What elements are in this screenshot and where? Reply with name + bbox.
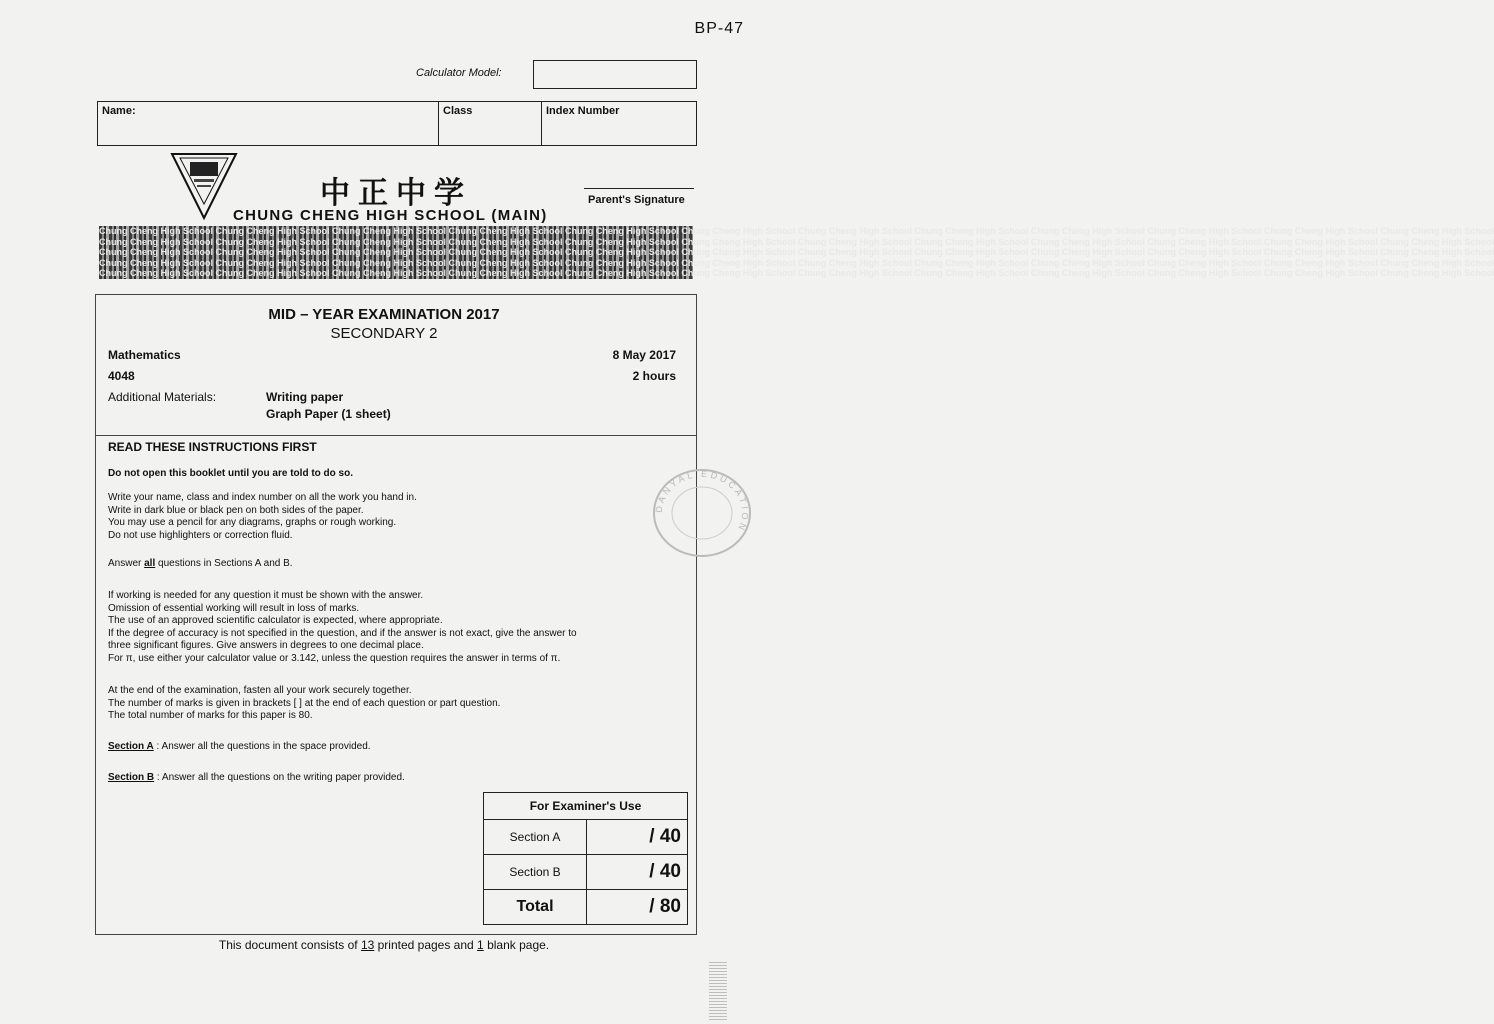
calculator-model-field[interactable] [533, 60, 697, 89]
section-b-instruction [108, 772, 698, 785]
parent-signature-line[interactable] [584, 188, 694, 189]
instruction-line: For π, use either your calculator value or 3.142, unless the question requires the answer in terms of π. [108, 652, 561, 664]
section-a-label: Section A [108, 741, 154, 752]
footer-text: This document consists of [218, 938, 361, 952]
school-name-watermark-band [99, 226, 1494, 279]
table-row [484, 890, 688, 925]
exam-level: SECONDARY 2 [330, 325, 438, 342]
school-crest-logo [170, 152, 238, 222]
publisher-stamp [650, 466, 754, 560]
subject-code: 4048 [108, 369, 135, 383]
name-field[interactable] [98, 102, 439, 145]
instruction-line: Do not use highlighters or correction fluid. [108, 529, 293, 541]
table-row [484, 855, 688, 890]
exam-title: MID – YEAR EXAMINATION 2017 [268, 306, 500, 323]
instruction-line: If the degree of accuracy is not specified in the question, and if the answer is not exact, give the answer to [108, 627, 577, 639]
band-row: Chung Cheng High School Chung Cheng High School Chung Cheng High School Chung Cheng High School Chung Cheng High School Chung Cheng High School Chung Cheng High School Chung Cheng High School Chung Cheng High School Chung Cheng High School Chung Cheng High School Chung Cheng High School [99, 236, 1494, 247]
instruction-line: The number of marks is given in brackets [ ] at the end of each question or part question. [108, 697, 501, 709]
svg-text:DANYAL EDUCATION [654, 469, 751, 534]
instructions-paragraph-1 [108, 492, 698, 542]
section-a-text: : Answer all the questions in the space provided. [153, 741, 371, 752]
name-label: Name: [102, 105, 136, 117]
examiners-use-table [483, 792, 688, 925]
class-field[interactable] [439, 102, 542, 145]
instructions-heading: READ THESE INSTRUCTIONS FIRST [108, 440, 317, 454]
student-info-table [97, 101, 697, 146]
instruction-line: three significant figures. Give answers in degrees to one decimal place. [108, 640, 424, 651]
scan-edge-artifact [709, 962, 727, 1022]
section-b-text: : Answer all the questions on the writing paper provided. [154, 772, 405, 783]
examiners-use-heading: For Examiner's Use [484, 793, 688, 820]
section-a-mark-cell[interactable]: / 40 [587, 820, 688, 855]
school-name-chinese: 中正中学 [320, 176, 472, 211]
additional-materials-label: Additional Materials: [108, 390, 217, 404]
exam-date: 8 May 2017 [612, 348, 676, 362]
answer-all-post: questions in Sections A and B. [155, 558, 293, 569]
answer-all-line [108, 558, 698, 571]
band-row: Chung Cheng High School Chung Cheng High School Chung Cheng High School Chung Cheng High School Chung Cheng High School Chung Cheng High School Chung Cheng High School Chung Cheng High School Chung Cheng High School Chung Cheng High School Chung Cheng High School Chung Cheng High School [99, 268, 1494, 279]
section-b-mark-cell[interactable]: / 40 [587, 855, 688, 890]
index-number-label: Index Number [546, 105, 620, 117]
instruction-line: Omission of essential working will result in loss of marks. [108, 602, 360, 614]
instruction-line: Write in dark blue or black pen on both sides of the paper. [108, 504, 364, 516]
total-mark-cell[interactable]: / 80 [587, 890, 688, 925]
instruction-line: You may use a pencil for any diagrams, graphs or rough working. [108, 517, 397, 528]
section-b-row-label: Section B [484, 855, 587, 890]
subject: Mathematics [108, 348, 181, 362]
section-a-row-label: Section A [484, 820, 587, 855]
answer-all-emphasis: all [144, 558, 156, 569]
school-name-english: CHUNG CHENG HIGH SCHOOL (MAIN) [233, 207, 548, 224]
instruction-line: Write your name, class and index number on all the work you hand in. [108, 492, 417, 503]
instruction-line: If working is needed for any question it must be shown with the answer. [108, 590, 424, 601]
table-row [484, 820, 688, 855]
band-row: Chung Cheng High School Chung Cheng High School Chung Cheng High School Chung Cheng High School Chung Cheng High School Chung Cheng High School Chung Cheng High School Chung Cheng High School Chung Cheng High School Chung Cheng High School Chung Cheng High School Chung Cheng High School [99, 257, 1494, 268]
footer-text: printed pages and [374, 938, 478, 952]
page-count-footer [0, 938, 768, 952]
printed-pages-count: 13 [360, 938, 375, 952]
band-row: Chung Cheng High School Chung Cheng High School Chung Cheng High School Chung Cheng High School Chung Cheng High School Chung Cheng High School Chung Cheng High School Chung Cheng High School Chung Cheng High School Chung Cheng High School Chung Cheng High School Chung Cheng High School [99, 247, 1494, 258]
do-not-open-notice: Do not open this booklet until you are told to do so. [108, 468, 353, 479]
index-number-field[interactable] [542, 102, 696, 145]
total-row-label: Total [484, 890, 587, 925]
calculator-model-label: Calculator Model: [416, 67, 502, 79]
section-divider [96, 435, 696, 436]
section-a-instruction [108, 741, 698, 754]
additional-material-item: Writing paper [266, 390, 344, 404]
stamp-text: DANYAL EDUCATION [653, 468, 751, 535]
exam-duration: 2 hours [632, 369, 676, 383]
section-b-label: Section B [108, 772, 155, 783]
instruction-line: The use of an approved scientific calculator is expected, where appropriate. [108, 615, 443, 626]
parent-signature-label: Parent's Signature [588, 194, 685, 206]
class-label: Class [443, 105, 473, 117]
band-row: Chung Cheng High School Chung Cheng High School Chung Cheng High School Chung Cheng High School Chung Cheng High School Chung Cheng High School Chung Cheng High School Chung Cheng High School Chung Cheng High School Chung Cheng High School Chung Cheng High School Chung Cheng High School [99, 226, 1494, 236]
blank-pages-count: 1 [477, 938, 484, 952]
document-code: BP-47 [694, 20, 744, 37]
instructions-paragraph-3 [108, 685, 698, 723]
additional-material-item: Graph Paper (1 sheet) [266, 407, 391, 421]
footer-text: blank page. [483, 938, 550, 952]
instructions-paragraph-2 [108, 590, 698, 665]
instruction-line: At the end of the examination, fasten all your work securely together. [108, 685, 412, 696]
answer-all-pre: Answer [108, 558, 145, 569]
instruction-line: The total number of marks for this paper is 80. [108, 710, 313, 721]
